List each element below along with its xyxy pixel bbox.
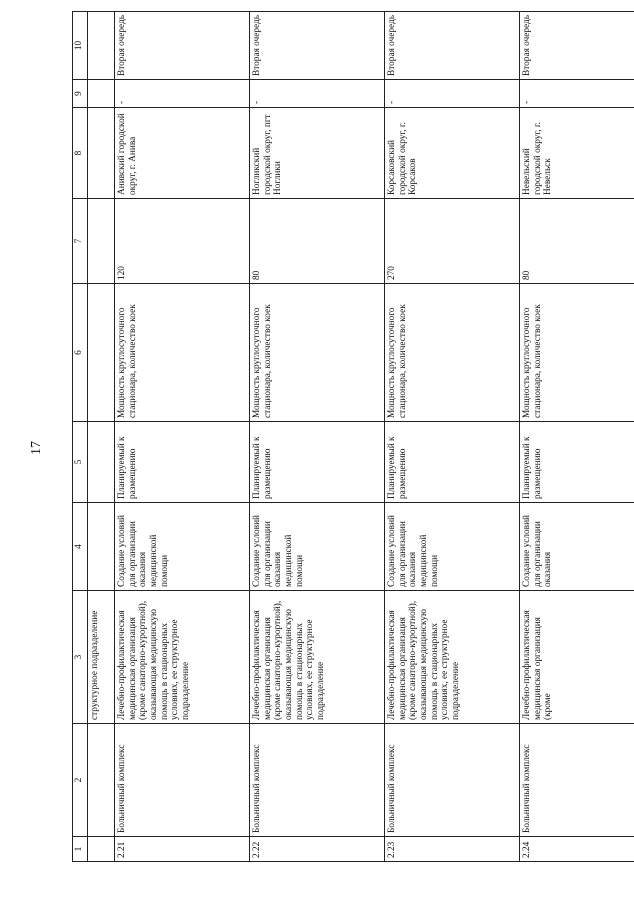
page-number: 17 [29,441,44,455]
planning-table [72,11,634,862]
cell [88,724,115,837]
cell-num: 2.21 [115,837,250,862]
header-col-2: 2 [73,724,88,837]
table-row [250,12,385,862]
cell-purpose: Создание условий для организации оказания медицинской помощи [385,503,520,591]
table-row [385,12,520,862]
cell-num: 2.24 [520,837,634,862]
cell [88,108,115,199]
cell-type: Лечебно-профилактическая медицинская организация (кроме санаторно-курортной), оказывающая медицинскую помощь в стационарных условиях, ее структурное подразделение [115,591,250,724]
cell-status: Планируемый к размещению [250,422,385,503]
cell-location: Анивский городской округ, г. Анива [115,108,250,199]
header-col-8: 8 [73,108,88,199]
cell-value: 270 [385,199,520,284]
cell-priority: Вторая очередь [385,12,520,80]
cell-type: Лечебно-профилактическая медицинская организация (кроме санаторно-курортной), оказывающая медицинскую помощь в стационарных условиях, ее структурное подразделение [250,591,385,724]
cell-status: Планируемый к размещению [115,422,250,503]
cell [88,199,115,284]
cell-name: Больничный комплекс [250,724,385,837]
cell-location: Корсаковский городской округ, г. Корсаков [385,108,520,199]
header-col-9: 9 [73,80,88,108]
header-col-6: 6 [73,284,88,422]
cell-name: Больничный комплекс [115,724,250,837]
header-col-4: 4 [73,503,88,591]
cell [88,422,115,503]
cell-priority: Вторая очередь [250,12,385,80]
cell-priority: Вторая очередь [520,12,634,80]
table-row [115,12,250,862]
cell-location: Невельский городской округ, г. Невельск [520,108,634,199]
cell-location: Ногликский городской округ, пгт Ноглики [250,108,385,199]
cell-characteristic: Мощность круглосуточного стационара, количество коек [385,284,520,422]
cell-status: Планируемый к размещению [520,422,634,503]
cell-characteristic: Мощность круглосуточного стационара, количество коек [520,284,634,422]
header-col-3: 3 [73,591,88,724]
table-row [520,12,634,862]
header-col-10: 10 [73,12,88,80]
cell-status: Планируемый к размещению [385,422,520,503]
cell-purpose: Создание условий для организации оказания медицинской помощи [250,503,385,591]
header-col-1: 1 [73,837,88,862]
cell-characteristic: Мощность круглосуточного стационара, количество коек [115,284,250,422]
cell-priority: Вторая очередь [115,12,250,80]
cell-num: 2.22 [250,837,385,862]
cell-characteristic: Мощность круглосуточного стационара, количество коек [250,284,385,422]
cell [88,503,115,591]
cell [88,80,115,108]
cell [88,12,115,80]
cell-type: Лечебно-профилактическая медицинская организация (кроме [520,591,634,724]
cell [88,284,115,422]
cell-type: Лечебно-профилактическая медицинская организация (кроме санаторно-курортной), оказывающая медицинскую помощь в стационарных условиях, ее структурное подразделение [385,591,520,724]
cell-purpose: Создание условий для организации оказания медицинской помощи [115,503,250,591]
header-col-7: 7 [73,199,88,284]
cell-num: 2.23 [385,837,520,862]
cell-value: 80 [520,199,634,284]
cell-zone: - [520,80,634,108]
cell-name: Больничный комплекс [520,724,634,837]
cell-zone: - [385,80,520,108]
cell [88,837,115,862]
cell-value: 80 [250,199,385,284]
continuation-row [88,12,115,862]
cell-zone: - [115,80,250,108]
table-header-row [73,12,88,862]
cell-value: 120 [115,199,250,284]
rotated-table-wrapper [72,15,577,862]
cell-purpose: Создание условий для организации оказания [520,503,634,591]
cell-name: Больничный комплекс [385,724,520,837]
header-col-5: 5 [73,422,88,503]
cell-zone: - [250,80,385,108]
cell-continuation-type: структурное подразделение [88,591,115,724]
